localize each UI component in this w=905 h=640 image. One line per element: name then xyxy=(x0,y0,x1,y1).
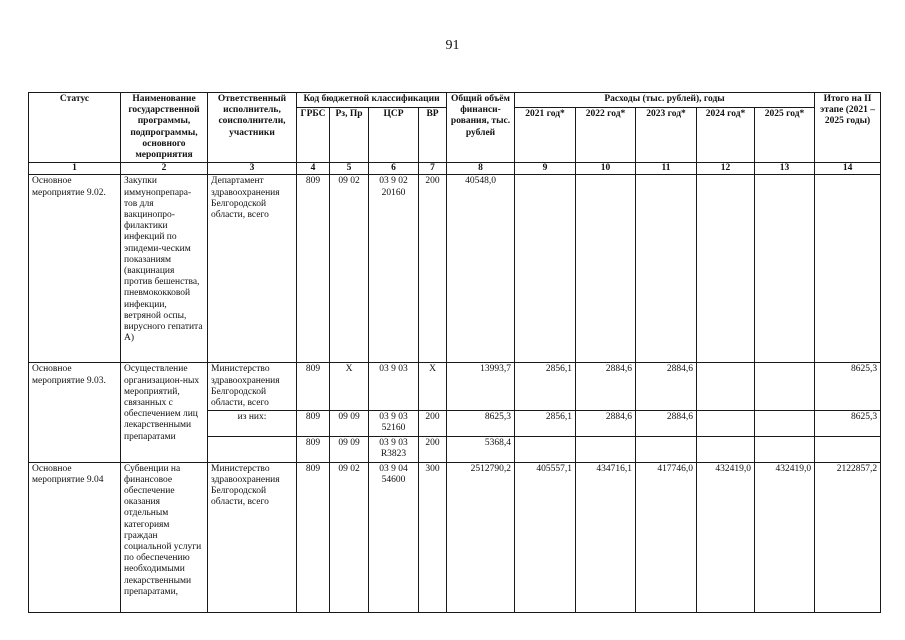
rz-pr-cell: 09 02 xyxy=(330,462,369,612)
column-number: 1 xyxy=(29,163,121,175)
y2023-cell: 2884,6 xyxy=(636,363,697,411)
status-cell: Основное мероприятие 9.02. xyxy=(29,175,121,363)
vr-cell: Х xyxy=(419,363,447,411)
y2025-cell xyxy=(755,175,815,363)
y2021-cell xyxy=(515,175,576,363)
y2022-cell: 434716,1 xyxy=(576,462,636,612)
stage2-cell xyxy=(815,436,881,462)
header-2022: 2022 год* xyxy=(576,108,636,163)
responsible-cell: Министерство здравоохранения Белгородской области, всего xyxy=(208,363,297,411)
grbs-cell: 809 xyxy=(297,175,330,363)
csr-cell: 03 9 04 54600 xyxy=(369,462,419,612)
y2023-cell: 2884,6 xyxy=(636,411,697,436)
stage2-cell: 8625,3 xyxy=(815,363,881,411)
vr-cell: 200 xyxy=(419,411,447,436)
total-cell: 5368,4 xyxy=(447,436,515,462)
header-row-1 xyxy=(29,93,881,108)
responsible-cell xyxy=(208,436,297,462)
stage2-cell: 8625,3 xyxy=(815,411,881,436)
csr-cell: 03 9 03 xyxy=(369,363,419,411)
header-2024: 2024 год* xyxy=(697,108,755,163)
header-total-stage2: Итого на II этапе (2021 – 2025 годы) xyxy=(815,93,881,163)
column-number: 3 xyxy=(208,163,297,175)
column-number: 7 xyxy=(419,163,447,175)
page-number: 91 xyxy=(445,38,460,53)
header-total-volume: Общий объём финанси-рования, тыс. рублей xyxy=(447,93,515,163)
rz-pr-cell: 09 09 xyxy=(330,411,369,436)
y2024-cell xyxy=(697,363,755,411)
total-cell: 2512790,2 xyxy=(447,462,515,612)
total-cell: 40548,0 xyxy=(447,175,515,363)
vr-cell: 200 xyxy=(419,175,447,363)
y2025-cell xyxy=(755,411,815,436)
program-name-cell: Закупки иммунопрепара-тов для вакцинопро-филактики инфекций по эпидеми-ческим показаниям (вакцинация против бешенства, пневмококковой инфекции, ветряной оспы, вирусного гепатита А) xyxy=(121,175,208,363)
header-expenses-group: Расходы (тыс. рублей), годы xyxy=(515,93,815,108)
header-status: Статус xyxy=(29,93,121,163)
y2021-cell: 2856,1 xyxy=(515,363,576,411)
column-number: 2 xyxy=(121,163,208,175)
responsible-cell: из них: xyxy=(208,411,297,436)
y2022-cell xyxy=(576,436,636,462)
rz-pr-cell: 09 09 xyxy=(330,436,369,462)
y2025-cell xyxy=(755,363,815,411)
column-number: 12 xyxy=(697,163,755,175)
header-program-name: Наименование государственной программы, подпрограммы, основного мероприятия xyxy=(121,93,208,163)
status-cell: Основное мероприятие 9.03. xyxy=(29,363,121,462)
y2021-cell: 2856,1 xyxy=(515,411,576,436)
column-number: 14 xyxy=(815,163,881,175)
column-number: 13 xyxy=(755,163,815,175)
table-row xyxy=(29,462,881,612)
y2024-cell xyxy=(697,436,755,462)
program-name-cell: Осуществление организацион-ных мероприятий, связанных с обеспечением лиц лекарственными препаратами xyxy=(121,363,208,462)
csr-cell: 03 9 03 52160 xyxy=(369,411,419,436)
grbs-cell: 809 xyxy=(297,411,330,436)
budget-table xyxy=(28,92,881,613)
stage2-cell: 2122857,2 xyxy=(815,462,881,612)
grbs-cell: 809 xyxy=(297,462,330,612)
csr-cell: 03 9 03 R3823 xyxy=(369,436,419,462)
y2022-cell: 2884,6 xyxy=(576,411,636,436)
vr-cell: 300 xyxy=(419,462,447,612)
y2024-cell: 432419,0 xyxy=(697,462,755,612)
header-2025: 2025 год* xyxy=(755,108,815,163)
stage2-cell xyxy=(815,175,881,363)
column-number: 4 xyxy=(297,163,330,175)
column-number: 8 xyxy=(447,163,515,175)
y2021-cell xyxy=(515,436,576,462)
rz-pr-cell: Х xyxy=(330,363,369,411)
rz-pr-cell: 09 02 xyxy=(330,175,369,363)
total-cell: 13993,7 xyxy=(447,363,515,411)
header-vr: ВР xyxy=(419,108,447,163)
header-2021: 2021 год* xyxy=(515,108,576,163)
y2025-cell xyxy=(755,436,815,462)
header-csr: ЦСР xyxy=(369,108,419,163)
header-grbs: ГРБС xyxy=(297,108,330,163)
grbs-cell: 809 xyxy=(297,363,330,411)
responsible-cell: Департамент здравоохранения Белгородской области, всего xyxy=(208,175,297,363)
header-budget-code-group: Код бюджетной классификации xyxy=(297,93,447,108)
column-number: 6 xyxy=(369,163,419,175)
y2024-cell xyxy=(697,411,755,436)
header-rz-pr: Рз, Пр xyxy=(330,108,369,163)
column-number: 9 xyxy=(515,163,576,175)
y2021-cell: 405557,1 xyxy=(515,462,576,612)
column-number: 11 xyxy=(636,163,697,175)
y2024-cell xyxy=(697,175,755,363)
column-number: 10 xyxy=(576,163,636,175)
y2022-cell xyxy=(576,175,636,363)
responsible-cell: Министерство здравоохранения Белгородской области, всего xyxy=(208,462,297,612)
y2023-cell xyxy=(636,436,697,462)
column-number-row xyxy=(29,163,881,175)
table-row xyxy=(29,363,881,411)
y2023-cell: 417746,0 xyxy=(636,462,697,612)
header-responsible: Ответственный исполнитель, соисполнители, участники xyxy=(208,93,297,163)
total-cell: 8625,3 xyxy=(447,411,515,436)
vr-cell: 200 xyxy=(419,436,447,462)
y2022-cell: 2884,6 xyxy=(576,363,636,411)
y2023-cell xyxy=(636,175,697,363)
y2025-cell: 432419,0 xyxy=(755,462,815,612)
status-cell: Основное мероприятие 9.04 xyxy=(29,462,121,612)
grbs-cell: 809 xyxy=(297,436,330,462)
column-number: 5 xyxy=(330,163,369,175)
table-row xyxy=(29,175,881,363)
csr-cell: 03 9 02 20160 xyxy=(369,175,419,363)
program-name-cell: Субвенции на финансовое обеспечение оказания отдельным категориям граждан социальной услуги по обеспечению необходимыми лекарственными препаратами, xyxy=(121,462,208,612)
header-2023: 2023 год* xyxy=(636,108,697,163)
